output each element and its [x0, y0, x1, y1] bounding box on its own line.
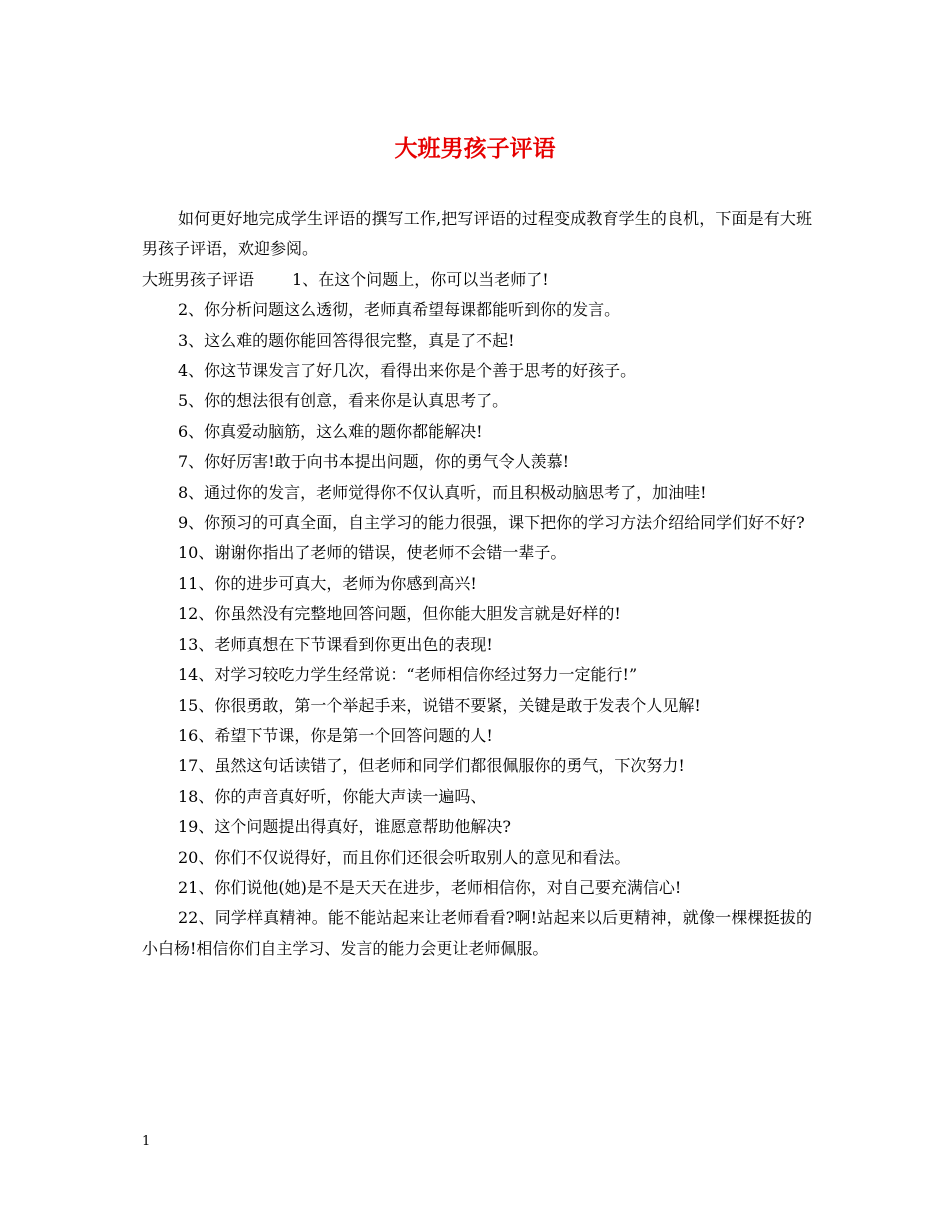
list-item: 13、老师真想在下节课看到你更出色的表现!	[178, 634, 493, 654]
intro-paragraph: 如何更好地完成学生评语的撰写工作,把写评语的过程变成教育学生的良机，下面是有大班男孩子评语，欢迎参阅。	[142, 209, 812, 259]
list-item: 8、通过你的发言，老师觉得你不仅认真听，而且积极动脑思考了，加油哇!	[178, 482, 707, 502]
list-item: 14、对学习较吃力学生经常说：“老师相信你经过努力一定能行!”	[178, 665, 638, 685]
list-item: 21、你们说他(她)是不是天天在进步，老师相信你，对自己要充满信心!	[178, 877, 682, 897]
document-title: 大班男孩子评语	[394, 135, 556, 162]
list-item: 17、虽然这句话读错了，但老师和同学们都很佩服你的勇气，下次努力!	[178, 756, 685, 776]
document-body	[142, 204, 812, 964]
list-item: 5、你的想法很有创意，看来你是认真思考了。	[178, 391, 509, 411]
list-item: 18、你的声音真好听，你能大声读一遍吗、	[178, 786, 487, 806]
list-item: 22、同学样真精神。能不能站起来让老师看看?啊!站起来以后更精神，就像一棵棵挺拔的小白杨!相信你们自主学习、发言的能力会更让老师佩服。	[142, 908, 812, 958]
list-item: 4、你这节课发言了好几次，看得出来你是个善于思考的好孩子。	[178, 361, 637, 381]
list-item: 20、你们不仅说得好，而且你们还很会听取别人的意见和看法。	[178, 847, 631, 867]
list-item: 15、你很勇敢，第一个举起手来，说错不要紧，关键是敢于发表个人见解!	[178, 695, 701, 715]
list-item: 10、谢谢你指出了老师的错误，使老师不会错一辈子。	[178, 543, 567, 563]
list-item: 1、在这个问题上，你可以当老师了!	[292, 269, 549, 289]
list-item: 16、希望下节课，你是第一个回答问题的人!	[178, 725, 493, 745]
list-item: 9、你预习的可真全面，自主学习的能力很强，课下把你的学习方法介绍给同学们好不好?	[178, 513, 805, 533]
list-item: 2、你分析问题这么透彻，老师真希望每课都能听到你的发言。	[178, 300, 621, 320]
page-number: 1	[142, 1134, 151, 1149]
section-heading: 大班男孩子评语	[142, 269, 255, 289]
section-heading-line	[142, 265, 812, 295]
list-item: 3、这么难的题你能回答得很完整，真是了不起!	[178, 330, 515, 350]
list-item: 6、你真爱动脑筋，这么难的题你都能解决!	[178, 421, 483, 441]
list-item: 12、你虽然没有完整地回答问题，但你能大胆发言就是好样的!	[178, 604, 621, 624]
list-item: 19、这个问题提出得真好，谁愿意帮助他解决?	[178, 817, 511, 837]
list-item: 11、你的进步可真大，老师为你感到高兴!	[178, 573, 477, 593]
list-item: 7、你好厉害!敢于向书本提出问题，你的勇气令人羡慕!	[178, 452, 570, 472]
